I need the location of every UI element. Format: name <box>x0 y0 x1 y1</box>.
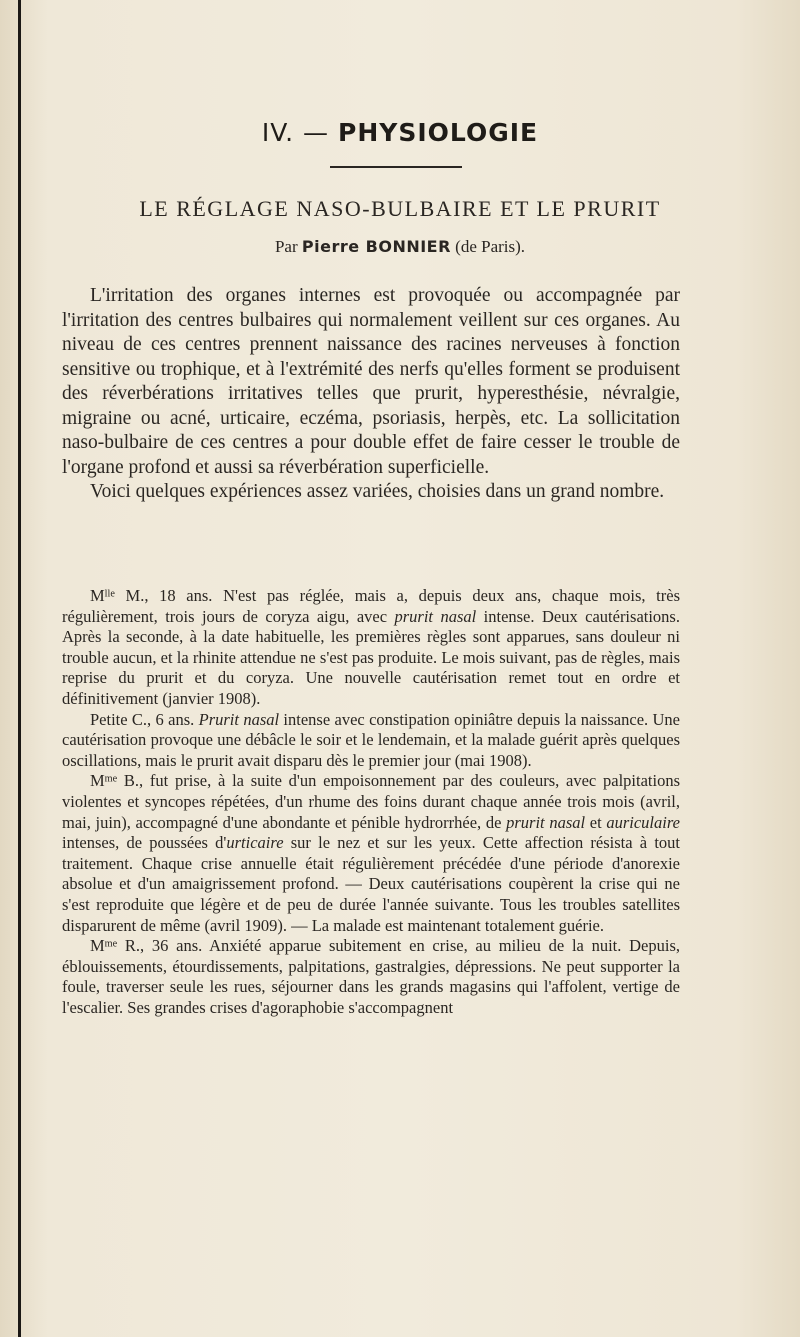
paragraph: Voici quelques expériences assez variées, choisies dans un grand nombre. <box>90 481 665 502</box>
section-heading <box>0 118 800 147</box>
case-paragraph: Petite C., 6 ans. Prurit nasal intense avec constipation opiniâtre depuis la naissance. Une cautérisation provoque une débâcle le soir et le lendemain, et la malade guérit après quelques oscillations, mais le prurit avait disparu dès le premier jour (mai 1908). <box>62 709 680 770</box>
author-affiliation: (de Paris). <box>455 237 526 256</box>
case-patient: M <box>90 771 105 791</box>
article-title: LE RÉGLAGE NASO-BULBAIRE ET LE PRURIT <box>139 196 661 221</box>
author-name: Pierre BONNIER <box>301 237 451 256</box>
case-paragraph: $M^{me}$ R., 36 ans. Anxiété apparue subitement en crise, au milieu de la nuit. Depuis, éblouissements, étourdissements, palpitations, gastralgies, dépressions. Ne peut supporter la foule, traverser seule les rues, séjourner dans les grands magasins qui l'affolent, vertige de l'escalier. Ses grandes crises d'agoraphobie s'accompagnent <box>62 936 680 1017</box>
heading-rule <box>330 166 462 168</box>
intro-text <box>62 284 680 505</box>
case-patient: M <box>90 936 105 956</box>
case-paragraph: $M^{lle}$ M., 18 ans. N'est pas réglée, mais a, depuis deux ans, chaque mois, très régulièrement, trois jours de coryza aigu, avec prurit nasal intense. Deux cautérisations. Après la seconde, à la date habituelle, les premières règles sont apparues, sans douleur ni trouble aucun, et la rhinite attendue ne s'est pas produite. Le mois suivant, pas de règles, mais reprise du prurit et du coryza. Une nouvelle cautérisation remet tout en ordre et définitivement (janvier 1908). <box>62 586 680 708</box>
section-name: PHYSIOLOGIE <box>338 118 539 147</box>
case-patient: M <box>90 586 105 605</box>
case-reports <box>62 586 680 1018</box>
byline-prefix: Par <box>274 237 298 256</box>
section-number: IV. — <box>261 118 330 147</box>
case-paragraph: $M^{me}$ B., fut prise, à la suite d'un empoisonnement par des couleurs, avec palpitations violentes et syncopes répétées, d'un rhume des foins durant chaque année trois mois (avril, mai, juin), accompagné d'une abondante et pénible hydrorrhée, de prurit nasal et auriculaire intenses, de poussées d'urticaire sur le nez et sur les yeux. Cette affection résista à tout traitement. Chaque crise annuelle était régulièrement précédée d'une période d'anorexie absolue et d'un amaigrissement profond. — Deux cautérisations coupèrent la crise qui ne s'est reproduite que légère et de peu de durée l'année suivante. Tous les troubles satellites disparurent de même (avril 1909). — La malade est maintenant totalement guérie. <box>62 771 680 935</box>
paragraph: L'irritation des organes internes est provoquée ou accompagnée par l'irritation des centres bulbaires qui normalement veillent sur ces organes. Au niveau de ces centres prennent naissance des racines nerveuses à fonction sensitive ou trophique, et à l'extrémité des nerfs qu'elles forment se produisent des réverbérations irritatives telles que prurit, hyperesthésie, névralgie, migraine ou acné, urticaire, eczéma, psoriasis, herpès, etc. La sollicitation naso-bulbaire de ces centres a pour double effet de faire cesser le trouble de l'organe profond et aussi sa réverbération superficielle. <box>62 285 680 478</box>
byline <box>0 237 800 257</box>
